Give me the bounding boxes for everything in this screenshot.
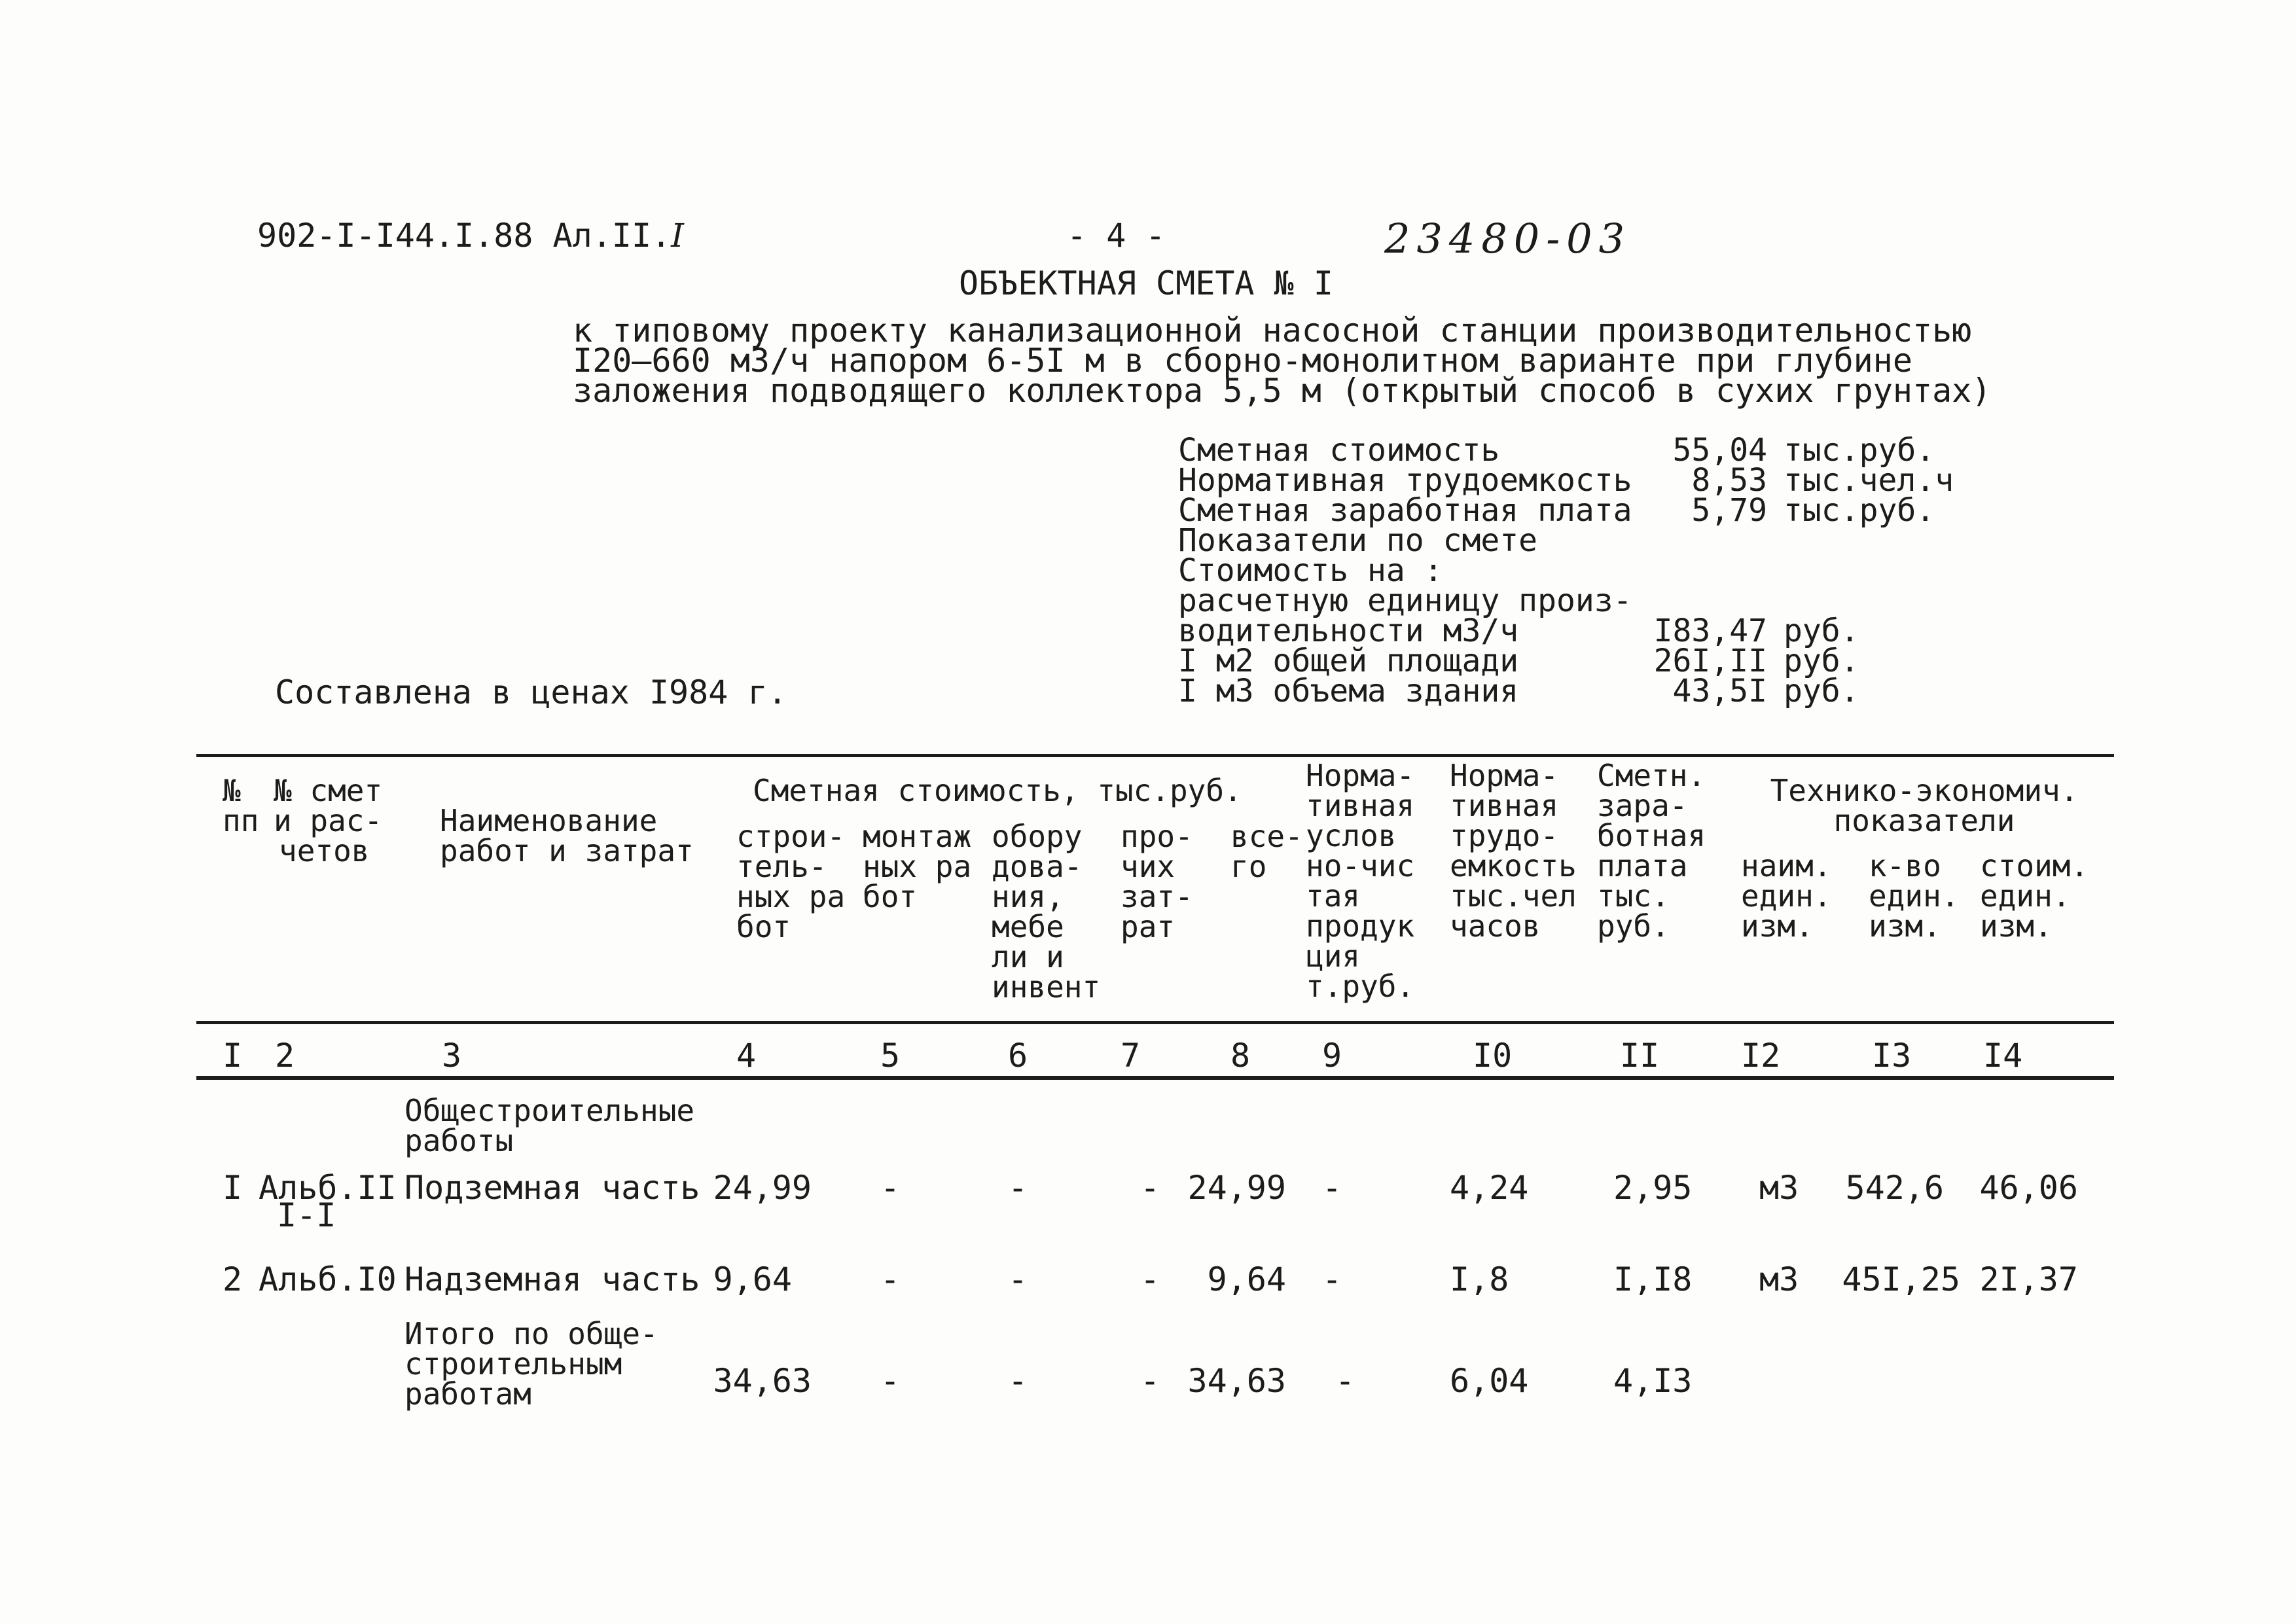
cell-unit-cost: 2I,37	[1979, 1260, 2078, 1298]
summary-value-wage: 5,79	[1691, 492, 1767, 529]
cell-equipment: -	[1008, 1169, 1028, 1207]
total-wage: 4,I3	[1613, 1362, 1693, 1400]
indicators-heading-2: Стоимость на :	[1178, 552, 1443, 589]
header-tech-group: Технико-экономич. показатели	[1770, 773, 2079, 838]
cell-equipment: -	[1008, 1260, 1028, 1298]
col-number: I2	[1741, 1037, 1781, 1075]
document-title: ОБЪЕКТНАЯ СМЕТА № I	[959, 264, 1333, 302]
indicator-unit-area: руб.	[1784, 643, 1859, 679]
cell-other: -	[1140, 1260, 1160, 1298]
cell-labor: I,8	[1450, 1260, 1509, 1298]
cell-unit-qty: 542,6	[1845, 1169, 1944, 1207]
cell-net-product: -	[1322, 1260, 1342, 1298]
col-number: II	[1620, 1037, 1660, 1075]
cell-total: 9,64	[1207, 1260, 1286, 1298]
header-col-6: обору дова- ния, мебе ли и инвент	[992, 819, 1101, 1005]
summary-value-labor: 8,53	[1691, 462, 1767, 499]
subtitle-line-2: I20—660 м3/ч напором 6-5I м в сборно-монолитном варианте при глубине	[573, 342, 1912, 380]
header-col-11: Сметн. зара- ботная плата тыс. руб.	[1597, 758, 1706, 944]
cell-net-product: -	[1322, 1169, 1342, 1207]
cell-wage: 2,95	[1613, 1169, 1693, 1207]
indicator-unit-volume: руб.	[1784, 673, 1859, 709]
total-sum: 34,63	[1187, 1362, 1286, 1400]
total-installation: -	[880, 1362, 901, 1400]
section-title: Общестроительные работы	[404, 1093, 695, 1158]
document-code-mark: I	[671, 217, 684, 255]
row-ref: Альб.II I-I	[259, 1169, 397, 1234]
indicator-unit-capacity: руб.	[1784, 613, 1859, 649]
indicator-value-capacity: I83,47	[1653, 613, 1767, 649]
col-number: 6	[1008, 1037, 1028, 1075]
cell-installation: -	[880, 1260, 901, 1298]
cell-installation: -	[880, 1169, 901, 1207]
col-number: 7	[1121, 1037, 1141, 1075]
header-cost-group: Сметная стоимость, тыс.руб.	[753, 773, 1242, 808]
row-ref: Альб.I0	[259, 1260, 397, 1298]
indicator-label-area: I м2 общей площади	[1178, 643, 1519, 679]
summary-label-labor: Нормативная трудоемкость	[1178, 462, 1632, 499]
col-numbers-bottom-rule	[196, 1076, 2114, 1080]
cell-wage: I,I8	[1613, 1260, 1693, 1298]
document-code	[257, 217, 684, 255]
col-number: I	[223, 1037, 243, 1075]
row-name: Подземная часть	[404, 1169, 700, 1207]
document-code-text: 902-I-I44.I.88 Ал.II.	[257, 217, 672, 255]
indicator-label-volume: I м3 объема здания	[1178, 673, 1519, 709]
handwritten-number: 23480-03	[1384, 215, 1632, 262]
header-col-3: Наименование работ и затрат	[440, 803, 694, 868]
header-col-5: монтаж ных ра бот	[863, 819, 972, 914]
cell-unit-qty: 45I,25	[1842, 1260, 1960, 1298]
cell-unit-name: м3	[1759, 1260, 1799, 1298]
row-number: 2	[223, 1260, 243, 1298]
cell-labor: 4,24	[1450, 1169, 1529, 1207]
summary-label-wage: Сметная заработная плата	[1178, 492, 1632, 529]
summary-unit-wage: тыс.руб.	[1784, 492, 1935, 529]
page-number: - 4 -	[1067, 217, 1166, 255]
header-col-7: про- чих зат- рат	[1121, 819, 1193, 944]
header-col-10: Норма- тивная трудо- емкость тыс.чел часов	[1450, 758, 1577, 944]
subtitle-line-1: к типовому проекту канализационной насосной станции производительностью	[573, 312, 1972, 349]
summary-unit-labor: тыс.чел.ч	[1784, 462, 1954, 499]
cell-construction: 9,64	[713, 1260, 792, 1298]
col-number: I0	[1473, 1037, 1513, 1075]
cell-unit-cost: 46,06	[1979, 1169, 2078, 1207]
header-bottom-rule	[196, 1021, 2114, 1024]
total-other: -	[1140, 1362, 1160, 1400]
summary-label-cost: Сметная стоимость	[1178, 432, 1500, 469]
row-number: I	[223, 1169, 243, 1207]
row-name: Надземная часть	[404, 1260, 700, 1298]
col-number: 2	[275, 1037, 295, 1075]
indicators-heading-1: Показатели по смете	[1178, 522, 1538, 559]
total-labor: 6,04	[1450, 1362, 1529, 1400]
summary-unit-cost: тыс.руб.	[1784, 432, 1935, 469]
header-col-2: № смет и рас- четов	[274, 773, 383, 868]
header-col-4: строи- тель- ных ра бот	[736, 819, 846, 944]
header-col-1: № пп	[223, 773, 259, 838]
col-number: 8	[1230, 1037, 1251, 1075]
col-number: 4	[736, 1037, 757, 1075]
col-number: I4	[1983, 1037, 2023, 1075]
table-top-rule	[196, 754, 2114, 757]
total-equipment: -	[1008, 1362, 1028, 1400]
total-construction: 34,63	[713, 1362, 812, 1400]
prices-note: Составлена в ценах I984 г.	[275, 673, 787, 711]
total-net-product: -	[1335, 1362, 1355, 1400]
subtitle-line-3: заложения подводящего коллектора 5,5 м (открытый способ в сухих грунтах)	[573, 372, 1992, 410]
indicator-value-area: 26I,II	[1653, 643, 1767, 679]
cell-unit-name: м3	[1759, 1169, 1799, 1207]
header-col-13: к-во един. изм.	[1869, 848, 1960, 944]
header-col-12: наим. един. изм.	[1741, 848, 1832, 944]
cell-total: 24,99	[1187, 1169, 1286, 1207]
col-number: I3	[1872, 1037, 1912, 1075]
indicator-value-volume: 43,5I	[1672, 673, 1767, 709]
indicator-label-capacity: водительности м3/ч	[1178, 613, 1519, 649]
header-col-8: все- го	[1230, 819, 1303, 884]
header-col-14: стоим. един. изм.	[1980, 848, 2089, 944]
header-col-9: Норма- тивная услов но-чис тая продук ция т.руб.	[1306, 758, 1415, 1004]
col-number: 5	[880, 1037, 901, 1075]
cell-other: -	[1140, 1169, 1160, 1207]
summary-value-cost: 55,04	[1672, 432, 1767, 469]
col-number: 3	[442, 1037, 462, 1075]
col-number: 9	[1322, 1037, 1342, 1075]
indicators-heading-3: расчетную единицу произ-	[1178, 582, 1632, 619]
total-label: Итого по обще- строительным работам	[404, 1316, 658, 1412]
cell-construction: 24,99	[713, 1169, 812, 1207]
